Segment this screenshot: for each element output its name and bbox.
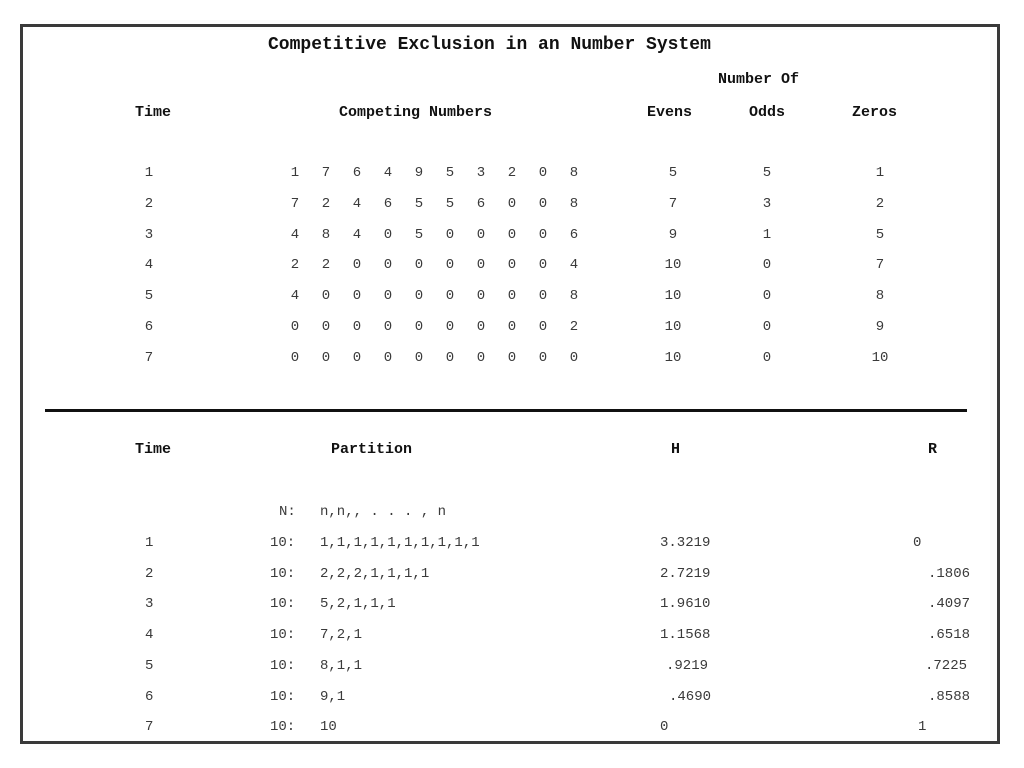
competing-number-cell: 2 [569, 319, 579, 335]
odds-cell: 0 [762, 288, 772, 305]
competing-number-cell: 0 [445, 349, 455, 366]
time-cell: 5 [145, 657, 154, 674]
header-zeros: Zeros [852, 104, 898, 121]
competing-number-cell: 0 [383, 349, 393, 366]
h-cell: 3.3219 [660, 535, 711, 551]
evens-cell: 10 [664, 319, 682, 335]
legend-pattern: n,n,, . . . , n [320, 504, 447, 520]
header-time-2: Time [135, 441, 172, 458]
competing-number-cell: 4 [383, 165, 393, 181]
partition-cell: 1,1,1,1,1,1,1,1,1,1 [320, 535, 480, 551]
time-cell: 7 [144, 349, 154, 366]
partition-cell: 8,1,1 [320, 657, 363, 674]
competing-number-cell: 0 [538, 288, 548, 305]
zeros-cell: 9 [875, 319, 885, 335]
competing-number-cell: 0 [538, 257, 548, 274]
competing-number-cell: 0 [290, 349, 300, 366]
competing-number-cell: 0 [383, 319, 393, 335]
competing-number-cell: 0 [507, 257, 517, 274]
competing-number-cell: 0 [569, 349, 579, 366]
competing-number-cell: 7 [321, 165, 331, 181]
n-cell: 10: [270, 627, 296, 644]
time-cell: 2 [145, 565, 154, 582]
h-cell: 1.9610 [660, 596, 711, 613]
odds-cell: 0 [762, 349, 772, 366]
time-cell: 5 [144, 288, 154, 305]
evens-cell: 10 [664, 288, 682, 305]
evens-cell: 7 [668, 195, 678, 212]
competing-number-cell: 2 [290, 257, 300, 274]
time-cell: 6 [145, 688, 154, 705]
competing-number-cell: 0 [414, 257, 424, 274]
competing-number-cell: 0 [290, 319, 300, 335]
section-divider [45, 409, 967, 412]
competing-number-cell: 0 [352, 319, 362, 335]
competing-number-cell: 6 [569, 226, 579, 243]
competing-number-cell: 0 [476, 319, 486, 335]
competing-number-cell: 0 [538, 165, 548, 181]
competing-number-cell: 0 [538, 195, 548, 212]
zeros-cell: 1 [875, 165, 885, 181]
competing-number-cell: 4 [352, 226, 362, 243]
header-h: H [671, 441, 681, 458]
evens-cell: 10 [664, 349, 682, 366]
r-cell: 0 [913, 535, 922, 551]
competing-number-cell: 8 [569, 288, 579, 305]
competing-number-cell: 0 [476, 226, 486, 243]
competing-number-cell: 0 [476, 257, 486, 274]
competing-number-cell: 9 [414, 165, 424, 181]
header-evens: Evens [647, 104, 693, 121]
n-cell: 10: [270, 719, 296, 736]
competing-number-cell: 0 [383, 257, 393, 274]
competing-number-cell: 0 [321, 288, 331, 305]
competing-number-cell: 0 [445, 319, 455, 335]
odds-cell: 0 [762, 319, 772, 335]
header-r: R [928, 441, 938, 458]
odds-cell: 0 [762, 257, 772, 274]
competing-number-cell: 3 [476, 165, 486, 181]
time-cell: 4 [145, 627, 154, 644]
competing-number-cell: 0 [507, 195, 517, 212]
competing-number-cell: 0 [507, 349, 517, 366]
time-cell: 2 [144, 195, 154, 212]
h-cell: 1.1568 [660, 627, 711, 644]
zeros-cell: 2 [875, 195, 885, 212]
competing-number-cell: 0 [414, 319, 424, 335]
competing-number-cell: 0 [538, 349, 548, 366]
r-cell: .1806 [928, 565, 971, 582]
time-cell: 3 [145, 596, 154, 613]
evens-cell: 10 [664, 257, 682, 274]
competing-number-cell: 1 [290, 165, 300, 181]
time-cell: 1 [144, 165, 154, 181]
competing-number-cell: 8 [569, 165, 579, 181]
n-cell: 10: [270, 688, 296, 705]
r-cell: .4097 [928, 596, 971, 613]
h-cell: .4690 [669, 688, 712, 705]
header-partition: Partition [331, 441, 413, 458]
h-cell: .9219 [666, 657, 709, 674]
competing-number-cell: 0 [352, 288, 362, 305]
evens-cell: 5 [668, 165, 678, 181]
competing-number-cell: 0 [321, 319, 331, 335]
competing-number-cell: 4 [569, 257, 579, 274]
time-cell: 1 [145, 535, 154, 551]
competing-number-cell: 6 [383, 195, 393, 212]
competing-number-cell: 6 [476, 195, 486, 212]
zeros-cell: 10 [871, 349, 889, 366]
n-cell: 10: [270, 596, 296, 613]
time-cell: 4 [144, 257, 154, 274]
competing-number-cell: 8 [569, 195, 579, 212]
header-odds: Odds [749, 104, 786, 121]
competing-number-cell: 0 [414, 349, 424, 366]
competing-number-cell: 0 [507, 226, 517, 243]
n-cell: 10: [270, 565, 296, 582]
competing-number-cell: 0 [383, 288, 393, 305]
r-cell: .7225 [925, 657, 968, 674]
time-cell: 7 [145, 719, 154, 736]
legend-n-label: N: [279, 504, 296, 520]
r-cell: 1 [918, 719, 927, 736]
r-cell: .6518 [928, 627, 971, 644]
competing-number-cell: 2 [507, 165, 517, 181]
n-cell: 10: [270, 535, 296, 551]
competing-number-cell: 4 [352, 195, 362, 212]
header-time: Time [135, 104, 172, 121]
competing-number-cell: 0 [414, 288, 424, 305]
competing-number-cell: 6 [352, 165, 362, 181]
partition-cell: 2,2,2,1,1,1,1 [320, 565, 430, 582]
competing-number-cell: 0 [352, 349, 362, 366]
competing-number-cell: 5 [445, 195, 455, 212]
competing-number-cell: 5 [414, 195, 424, 212]
r-cell: .8588 [928, 688, 971, 705]
zeros-cell: 8 [875, 288, 885, 305]
competing-number-cell: 2 [321, 257, 331, 274]
competing-number-cell: 0 [507, 319, 517, 335]
header-competing-numbers: Competing Numbers [339, 104, 493, 121]
competing-number-cell: 0 [507, 288, 517, 305]
partition-cell: 7,2,1 [320, 627, 363, 644]
number-of-label: Number Of [718, 71, 800, 88]
competing-number-cell: 0 [321, 349, 331, 366]
competing-number-cell: 0 [476, 349, 486, 366]
zeros-cell: 5 [875, 226, 885, 243]
competing-number-cell: 8 [321, 226, 331, 243]
competing-number-cell: 0 [445, 226, 455, 243]
competing-number-cell: 0 [445, 288, 455, 305]
h-cell: 2.7219 [660, 565, 711, 582]
time-cell: 6 [144, 319, 154, 335]
competing-number-cell: 0 [538, 226, 548, 243]
competing-number-cell: 0 [352, 257, 362, 274]
competing-number-cell: 4 [290, 226, 300, 243]
h-cell: 0 [660, 719, 669, 736]
slide-frame [20, 24, 1000, 744]
competing-number-cell: 5 [445, 165, 455, 181]
partition-cell: 9,1 [320, 688, 346, 705]
partition-cell: 10 [320, 719, 337, 736]
time-cell: 3 [144, 226, 154, 243]
odds-cell: 5 [762, 165, 772, 181]
competing-number-cell: 0 [538, 319, 548, 335]
competing-number-cell: 0 [476, 288, 486, 305]
competing-number-cell: 4 [290, 288, 300, 305]
page-title: Competitive Exclusion in an Number System [268, 35, 711, 55]
n-cell: 10: [270, 657, 296, 674]
partition-cell: 5,2,1,1,1 [320, 596, 396, 613]
competing-number-cell: 7 [290, 195, 300, 212]
competing-number-cell: 0 [445, 257, 455, 274]
odds-cell: 3 [762, 195, 772, 212]
competing-number-cell: 2 [321, 195, 331, 212]
competing-number-cell: 5 [414, 226, 424, 243]
evens-cell: 9 [668, 226, 678, 243]
odds-cell: 1 [762, 226, 772, 243]
competing-number-cell: 0 [383, 226, 393, 243]
zeros-cell: 7 [875, 257, 885, 274]
